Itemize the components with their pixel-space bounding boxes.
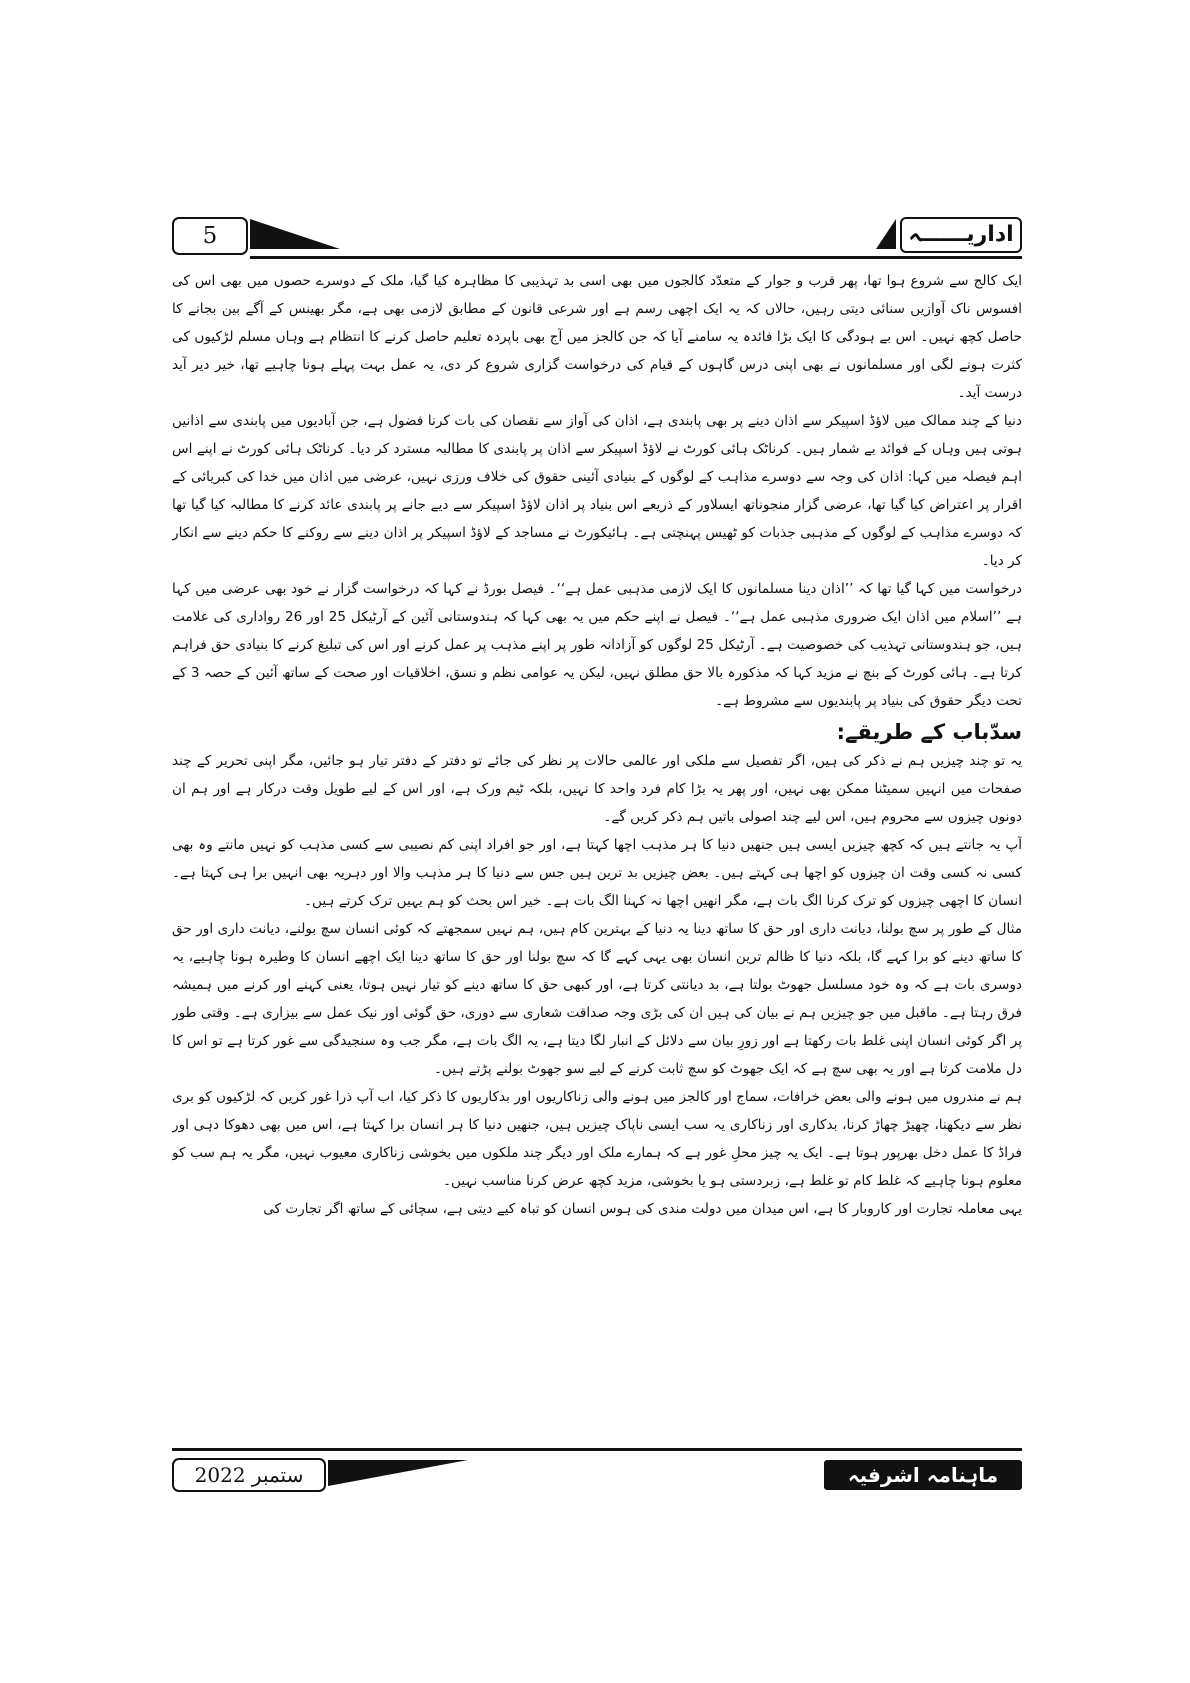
footer-wedge-icon — [328, 1460, 468, 1486]
header-left-wedge-icon — [250, 219, 340, 249]
subheading: سدّباب کے طریقے: — [836, 720, 1022, 744]
paragraph: یہی معاملہ تجارت اور کاروبار کا ہے، اس میدان میں دولت مندی کی ہوس انسان کو تباہ کیے دیتی ہے، سچائی کے ساتھ اگر تجارت کی — [263, 1201, 1022, 1217]
paragraph: دنیا کے چند ممالک میں لاؤڈ اسپیکر سے اذان دینے پر بھی پابندی ہے، اذان کی آواز سے نقصان کی بات کرنا فضول ہے، جن آبادیوں میں پابندی سے اذانیں ہوتی ہیں وہاں کے فوائد بے شمار ہیں۔ کرناٹک ہائی کورٹ نے لاؤڈ اسپیکر سے اذان پر پابندی کا مطالبہ مسترد کر دیا۔ کرناٹک ہائی کورٹ نے اپنے اس اہم فیصلہ میں کہا: اذان کی وجہ سے دوسرے مذاہب کے لوگوں کے بنیادی آئینی حقوق کی خلاف ورزی نہیں، عرضی میں اذان میں خدا کی کبریائی کے اقرار پر اعتراض کیا گیا تھا، عرضی گزار منجوناتھ ایسلاور کے ذریعے اس بنیاد پر اذان لاؤڈ اسپیکر سے دیے جانے پر پابندی عائد کرنے کا مطالبہ کیا گیا تھا کہ دوسرے مذاہب کے لوگوں کے مذہبی جذبات کو ٹھیس پہنچتی ہے۔ ہائیکورٹ نے مساجد کے لاؤڈ اسپیکر پر اذان دینے سے روکنے کا حکم دینے سے انکار کر دیا۔ — [172, 413, 1022, 569]
header-rule — [250, 256, 1022, 259]
page-footer — [172, 1448, 1022, 1488]
issue-date: ستمبر 2022 — [172, 1458, 326, 1492]
paragraph: درخواست میں کہا گیا تھا کہ ’’اذان دینا مسلمانوں کا ایک لازمی مذہبی عمل ہے‘‘۔ فیصل بورڈ نے کہا کہ درخواست گزار نے خود بھی عرضی میں کہا ہے ’’اسلام میں اذان ایک ضروری مذہبی عمل ہے‘‘۔ فیصل نے اپنے حکم میں یہ بھی کہا کہ ہندوستانی آئین کے آرٹیکل 25 اور 26 رواداری کی علامت ہیں، جو ہندوستانی تہذیب کی خصوصیت ہے۔ آرٹیکل 25 لوگوں کو آزادانہ طور پر اپنے مذہب پر عمل کرنے اور اس کی تبلیغ کرنے کا بنیادی حق فراہم کرتا ہے۔ ہائی کورٹ کے بنچ نے مزید کہا کہ مذکورہ بالا حق مطلق نہیں، لیکن یہ عوامی نظم و نسق، اخلاقیات اور صحت کے ساتھ آئین کے حصہ 3 کے تحت دیگر حقوق کی بنیاد پر پابندیوں سے مشروط ہے۔ — [172, 581, 1022, 709]
article-body — [172, 267, 1022, 1417]
footer-rule — [172, 1448, 1022, 1451]
paragraph: ہم نے مندروں میں ہونے والی بعض خرافات، سماج اور کالجز میں ہونے والی زناکاریوں اور بدکاریوں کا ذکر کیا، اب آپ ذرا غور کریں کہ لڑکیوں کو بری نظر سے دیکھنا، چھیڑ چھاڑ کرنا، بدکاری اور زناکاری یہ سب ایسی ناپاک چیزیں ہیں، جنھیں دنیا کا ہر انسان برا کہتا ہے، اس میں بھی دھوکا دہی اور فراڈ کا عمل دخل بھرپور ہوتا ہے۔ ایک یہ چیز محلِ غور ہے کہ ہمارے ملک اور دیگر چند ملکوں میں بخوشی زناکاری معیوب نہیں، مگر یہ ہم سب کو معلوم ہونا چاہیے کہ غلط کام تو غلط ہے، زبردستی ہو یا بخوشی، مزید کچھ عرض کرنا مناسب نہیں۔ — [172, 1089, 1022, 1189]
page-number: 5 — [172, 217, 248, 255]
magazine-name: ماہنامہ اشرفیہ — [824, 1460, 1022, 1490]
paragraph: مثال کے طور پر سچ بولنا، دیانت داری اور حق کا ساتھ دینا یہ دنیا کے بہترین کام ہیں، ہم نہیں سمجھتے کہ کوئی انسان سچ بولنے، دیانت داری اور حق کا ساتھ دینے کو برا کہے گا، بلکہ دنیا کا ظالم ترین انسان بھی یہی کہے گا کہ سچ بولنا اور حق کا ساتھ دینا ایک اچھے انسان کا وطیرہ ہونا چاہیے، یہ دوسری بات ہے کہ وہ خود مسلسل جھوٹ بولتا ہے، بد دیانتی کرتا ہے، اور کبھی حق کا ساتھ دینے کو تیار نہیں ہوتا، یعنی کہنے اور کرنے میں ہمیشہ فرق رہتا ہے۔ ماقبل میں جو چیزیں ہم نے بیان کی ہیں ان کی بڑی وجہ صداقت شعاری سے دوری، حق گوئی اور نیک عمل سے بیزاری ہے۔ وقتی طور پر اگر کوئی انسان اپنی غلط بات رکھتا ہے اور زورِ بیان سے دلائل کے انبار لگا دیتا ہے، یہ الگ بات ہے، مگر جب وہ سنجیدگی سے غور کرتا ہے تو اس کا دل ملامت کرتا ہے اور یہ بھی سچ ہے کہ ایک جھوٹ کو سچ ثابت کرنے کے لیے سو جھوٹ بولنے پڑتے ہیں۔ — [172, 921, 1022, 1077]
paragraph: یہ تو چند چیزیں ہم نے ذکر کی ہیں، اگر تفصیل سے ملکی اور عالمی حالات پر نظر کی جائے تو دفتر کے دفتر تیار ہو جائیں، مگر اپنی تحریر کے چند صفحات میں انہیں سمیٹنا ممکن بھی نہیں، اور پھر یہ بڑا کام فرد واحد کا نہیں، بلکہ ٹیم ورک ہے، اور اس کے لیے طویل وقت درکار ہے اور ہم ان دونوں چیزوں سے محروم ہیں، اس لیے چند اصولی باتیں ہم ذکر کریں گے۔ — [172, 753, 1022, 825]
paragraph: ایک کالج سے شروع ہوا تھا، پھر قرب و جوار کے متعدّد کالجوں میں بھی اسی بد تہذیبی کا مظاہرہ کیا گیا، ملک کے دوسرے حصوں میں بھی اس کی افسوس ناک آوازیں سنائی دیتی رہیں، حالاں کہ یہ ایک اچھی رسم ہے اور شرعی قانون کے مطابق لازمی بھی ہے، مگر بھینس کے آگے بین بجانے کا حاصل کچھ نہیں۔ اس بے ہودگی کا ایک بڑا فائدہ یہ سامنے آیا کہ جن کالجز میں آج بھی باپردہ تعلیم حاصل کرنے کا انتظام ہے وہاں مسلم لڑکیوں کی کثرت ہونے لگی اور مسلمانوں نے بھی اپنی درس گاہوں کے قیام کی درخواست گزاری شروع کر دی، یہ عمل بہت پہلے ہونا چاہیے تھا، خیر دیر آید درست آید۔ — [172, 273, 1022, 401]
header-right-wedge-icon — [876, 219, 896, 249]
paragraph: آپ یہ جانتے ہیں کہ کچھ چیزیں ایسی ہیں جنھیں دنیا کا ہر مذہب اچھا کہتا ہے، اور جو افراد اپنی کم نصیبی سے کسی مذہب کو نہیں مانتے وہ بھی کسی نہ کسی وقت ان چیزوں کو اچھا ہی کہتے ہیں۔ بعض چیزیں بد ترین ہیں جس سے دنیا کا ہر مذہب والا اور دہریہ بھی انہیں برا ہی کہتا ہے۔ انسان کا اچھی چیزوں کو ترک کرنا الگ بات ہے، مگر انھیں اچھا نہ کہنا الگ بات ہے۔ خیر اس بحث کو ہم یہیں ترک کرتے ہیں۔ — [172, 837, 1022, 909]
section-title: اداریــــــہ — [900, 217, 1022, 253]
page-header — [172, 217, 1022, 253]
